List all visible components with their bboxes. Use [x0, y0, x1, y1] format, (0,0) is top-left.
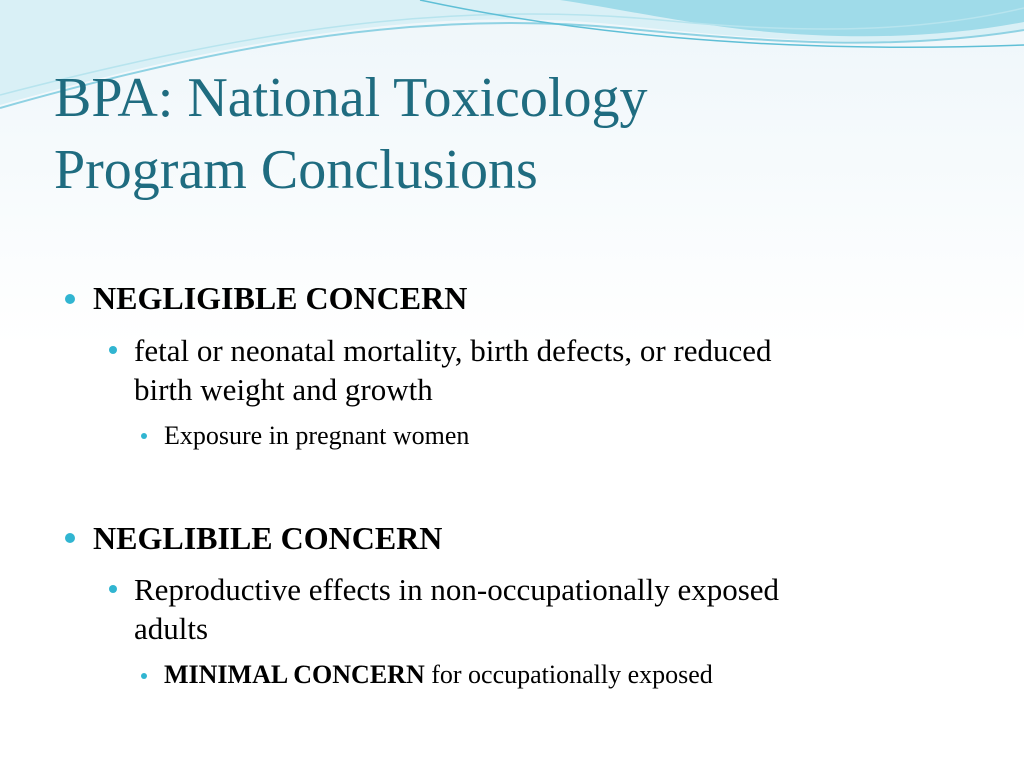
bullet-negligible-concern: NEGLIGIBLE CONCERN — [93, 280, 468, 316]
minimal-concern-label: MINIMAL CONCERN — [164, 660, 425, 689]
bullet-fetal-mortality-line1: fetal or neonatal mortality, birth defects, or reduced — [134, 333, 772, 368]
minimal-concern-text: for occupationally exposed — [424, 660, 713, 689]
bullet-dot-icon — [109, 346, 117, 354]
bullet-dot-icon — [65, 533, 75, 543]
title-line-2: Program Conclusions — [54, 139, 538, 201]
bullet-neglibile-concern: NEGLIBILE CONCERN — [93, 520, 443, 556]
bullet-reproductive-effects-line1: Reproductive effects in non-occupationally exposed — [134, 572, 780, 607]
bullet-reproductive-effects — [134, 570, 779, 648]
bullet-reproductive-effects-line2: adults — [134, 611, 209, 646]
bullet-dot-icon — [109, 585, 117, 593]
bullet-minimal-concern — [164, 658, 713, 692]
bullet-fetal-mortality-line2: birth weight and growth — [134, 372, 433, 407]
bullet-dot-icon — [65, 294, 75, 304]
title-line-1: BPA: National Toxicology — [54, 67, 648, 129]
bullet-dot-icon — [141, 433, 147, 439]
bullet-dot-icon — [141, 673, 147, 679]
bullet-pregnant-women: Exposure in pregnant women — [164, 421, 470, 450]
bullet-fetal-mortality — [134, 331, 772, 409]
